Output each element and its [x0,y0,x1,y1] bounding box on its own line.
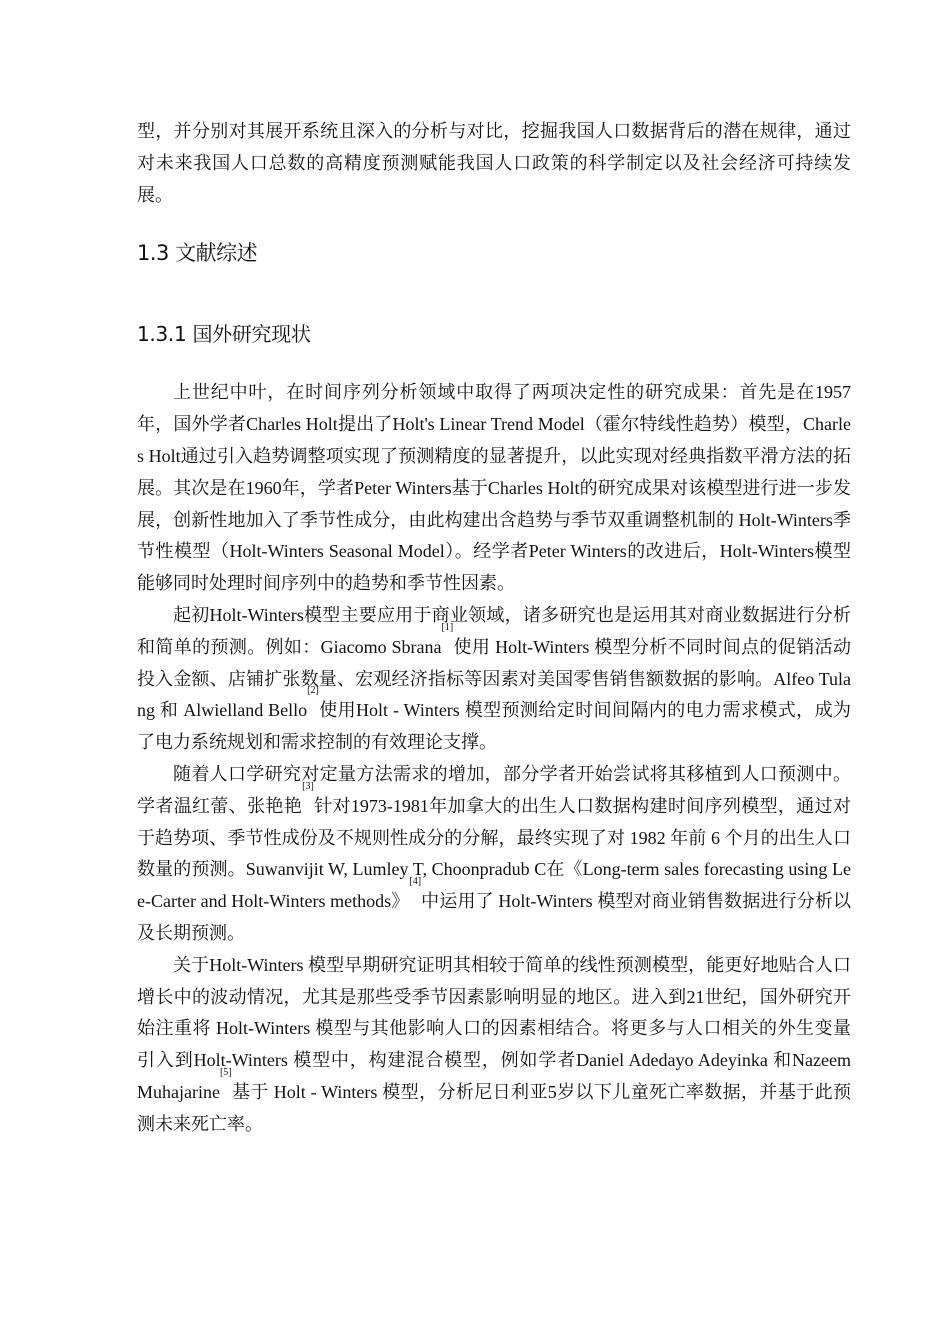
citation-ref: [4] [409,876,422,888]
section-heading: 1.3 文献综述 [137,241,258,266]
document-page [137,116,851,1141]
paragraph-holt-origins: 上世纪中叶，在时间序列分析领域中取得了两项决定性的研究成果：首先是在1957年，国外学者Charles Holt提出了Holt's Linear Trend Model（霍尔特线性趋势）模型，Charles Holt通过引入趋势调整项实现了预测精度的显著提升，以此实现对经典指数平滑方法的拓展。其次是在1960年，学者Peter Winters基于Charles Holt的研究成果对该模型进行进一步发展，创新性地加入了季节性成分，由此构建出含趋势与季节双重调整机制的 Holt-Winters季节性模型（Holt-Winters Seasonal Model）。经学者Peter Winters的改进后，Holt-Winters模型能够同时处理时间序列中的趋势和季节性因素。 [137,382,851,594]
paragraph-text: 基于 Holt - Winters 模型，分析尼日利亚5岁以下儿童死亡率数据，并基于此预测未来死亡率。 [137,1081,851,1134]
citation-ref: [5] [219,1066,232,1078]
paragraph-text: 关于Holt-Winters 模型早期研究证明其相较于简单的线性预测模型，能更好地贴合人口增长中的波动情况，尤其是那些受季节因素影响明显的地区。进入到21世纪，国外研究开始注重将 Holt-Winters 模型与其他影响人口的因素相结合。将更多与人口相关的外生变量引入到Holt-Winters 模型中，构建混合模型，例如学者Daniel Adedayo Adeyinka 和Nazeem Muhajarine [137,954,851,1102]
citation-ref: [2] [307,685,319,697]
paragraph-text: 随着人口学研究对定量方法需求的增加，部分学者开始尝试将其移植到人口预测中。学者温红蕾、张艳艳 [137,763,851,816]
citation-ref: [3] [302,780,314,792]
citation-ref: [1] [441,621,454,633]
paragraph-population-forecasting [137,759,851,950]
subsection-heading: 1.3.1 国外研究现状 [137,322,311,347]
paragraph-commercial-applications [137,600,851,759]
paragraph-hybrid-models [137,950,851,1141]
paragraph-text: 中运用了 Holt-Winters 模型对商业销售数据进行分析以及长期预测。 [137,891,851,943]
paragraph-text: 使用Holt - Winters 模型预测给定时间间隔内的电力需求模式，成为了电力系统规划和需求控制的有效理论支撑。 [137,700,851,753]
paragraph-text: 使用 Holt-Winters 模型分析不同时间点的促销活动投入金额、店铺扩张数量、宏观经济指标等因素对美国零售销售额数据的影响。Alfeo Tulang 和 Alwielland Bello [137,636,851,721]
intro-paragraph: 型，并分别对其展开系统且深入的分析与对比，挖掘我国人口数据背后的潜在规律，通过对未来我国人口总数的高精度预测赋能我国人口政策的科学制定以及社会经济可持续发展。 [137,121,851,205]
paragraph-text: 针对1973-1981年加拿大的出生人口数据构建时间序列模型，通过对于趋势项、季节性成份及不规则性成分的分解，最终实现了对 1982 年前 6 个月的出生人口数量的预测。Suwanvijit W, Lumley T, Choonpradub C在《Long-term sales forecasting using Lee-Carter and Holt-Winters methods》 [137,795,851,912]
paragraph-text: 起初Holt-Winters模型主要应用于商业领域，诸多研究也是运用其对商业数据进行分析和简单的预测。例如：Giacomo Sbrana [137,604,851,657]
